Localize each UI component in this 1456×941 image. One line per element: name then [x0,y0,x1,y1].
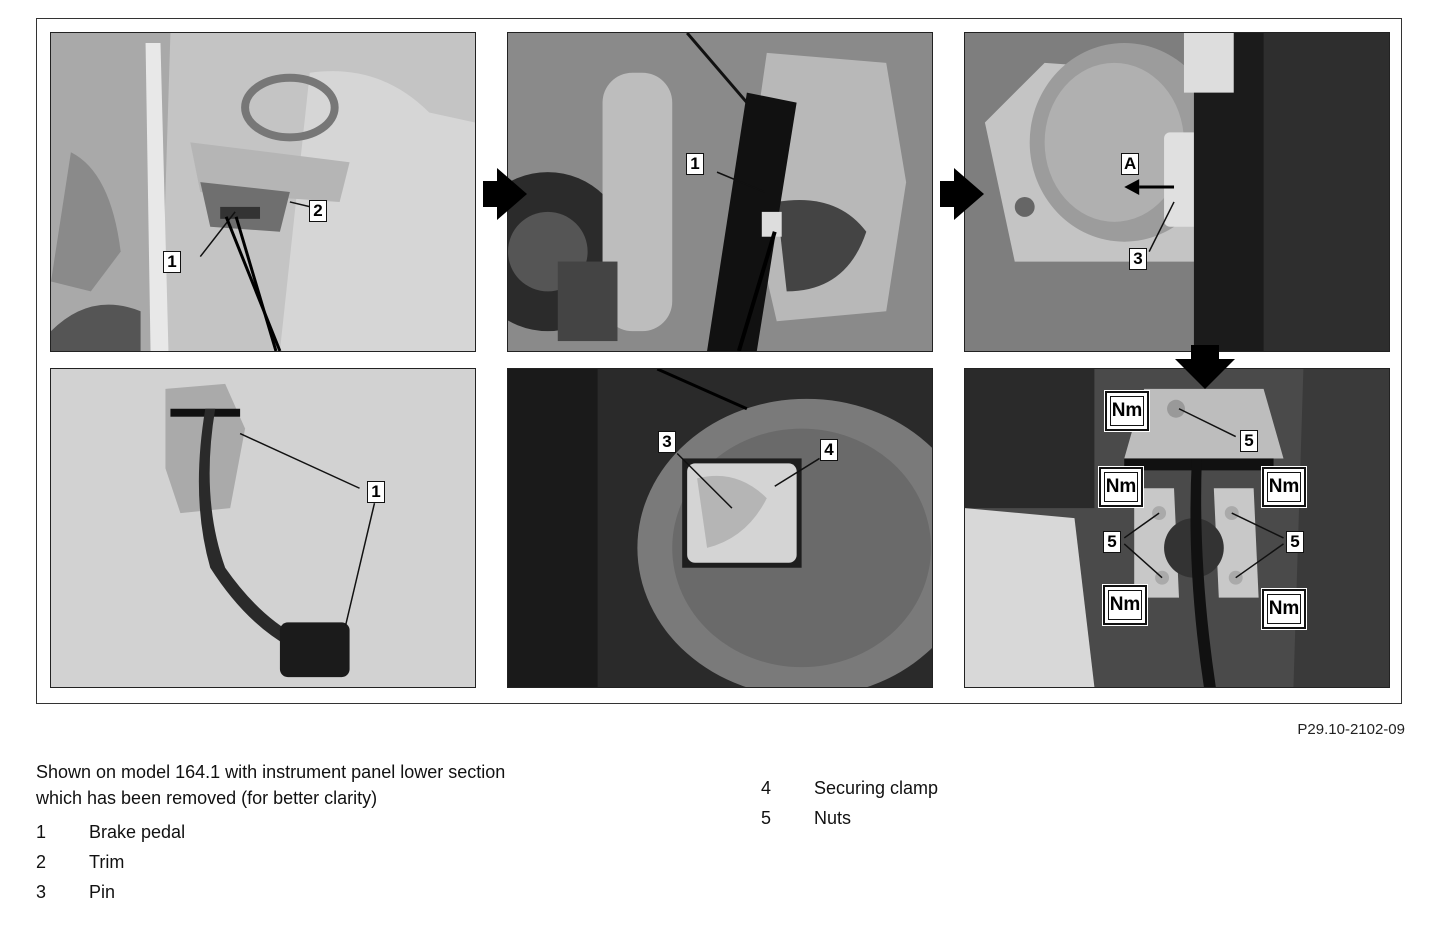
callout-1: 1 [163,251,181,273]
torque-symbol: Nm [1103,585,1147,625]
legend-label: Pin [89,882,116,902]
legend-item [36,847,185,877]
torque-symbol: Nm [1105,391,1149,431]
legend-label: Nuts [814,808,852,828]
legend-item [36,817,185,847]
photo-pushrod-detail [964,32,1390,352]
torque-symbol: Nm [1262,589,1306,629]
callout-5: 5 [1240,430,1258,452]
legend-item [761,803,938,833]
legend-number: 5 [761,808,772,828]
figure-code: P29.10-2102-09 [1297,721,1405,738]
legend-number: 4 [761,778,772,798]
sequence-arrow-right-icon [497,168,527,220]
callout-1: 1 [686,153,704,175]
callout-A: A [1121,153,1139,175]
legend-label: Brake pedal [89,822,186,842]
callout-5: 5 [1103,531,1121,553]
sequence-arrow-right-icon [954,168,984,220]
legend-label: Securing clamp [814,778,939,798]
caption-line: which has been removed (for better clarity) [36,788,378,808]
photo-brake-pedal [50,368,476,688]
torque-symbol: Nm [1262,467,1306,507]
callout-4: 4 [820,439,838,461]
callout-3: 3 [1129,248,1147,270]
legend-number: 2 [36,852,47,872]
legend-number: 3 [36,882,47,902]
photo-pedal-linkage [507,32,933,352]
legend-label: Trim [89,852,125,872]
legend-item [761,773,938,803]
callout-5: 5 [1286,531,1304,553]
figure-caption [36,759,505,811]
legend-list [36,817,185,907]
photo-clamp-closeup [507,368,933,688]
torque-symbol: Nm [1099,467,1143,507]
photo-car-interior [50,32,476,352]
photo-mounting-nuts [964,368,1390,688]
caption-line: Shown on model 164.1 with instrument panel lower section [36,762,506,782]
legend-list [761,773,938,833]
figure-frame [36,18,1402,704]
legend-item [36,877,185,907]
sequence-arrow-down-icon [1175,359,1235,389]
legend-number: 1 [36,822,47,842]
callout-3: 3 [658,431,676,453]
callout-1: 1 [367,481,385,503]
callout-2: 2 [309,200,327,222]
